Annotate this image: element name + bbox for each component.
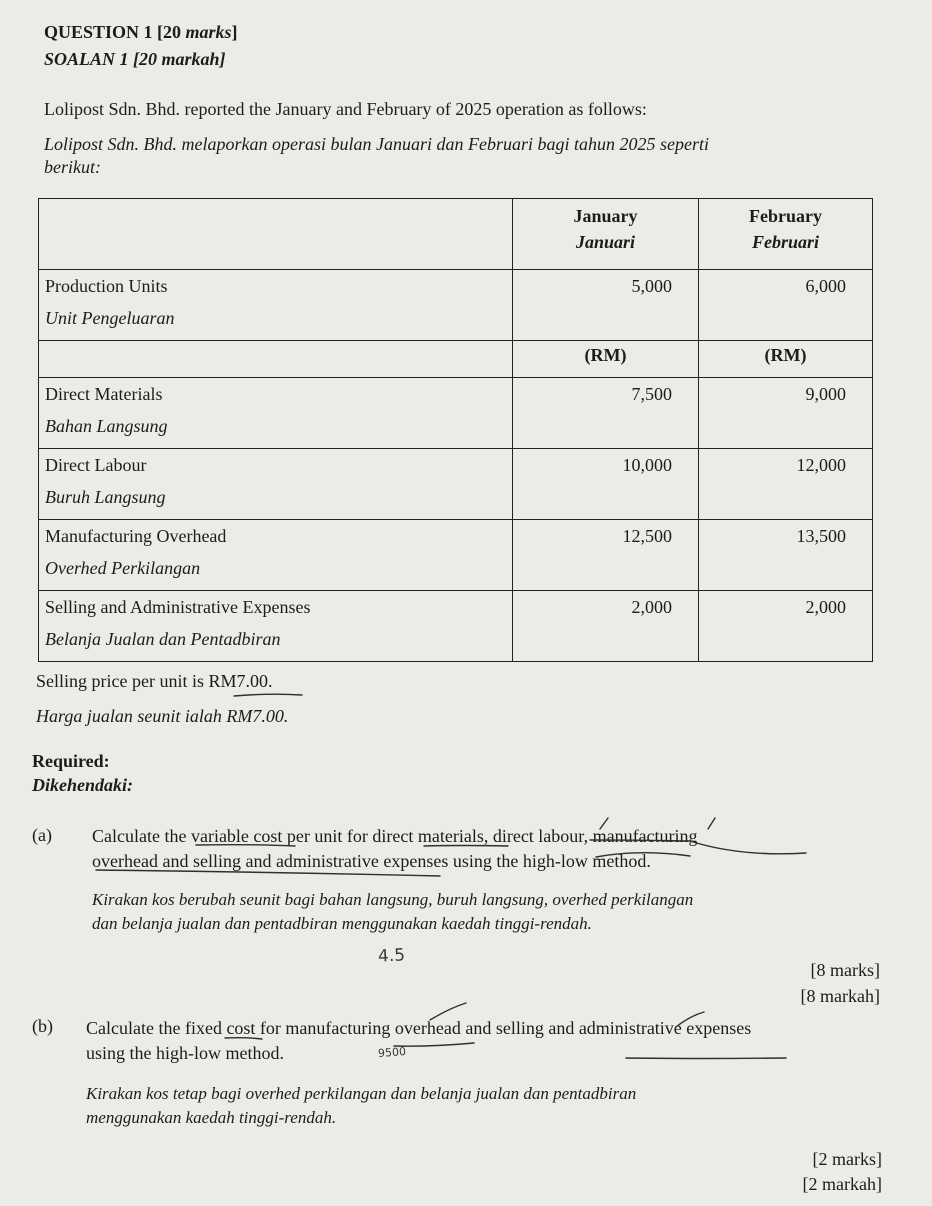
- part-b-label: (b): [32, 1016, 53, 1036]
- selling-price-text: Selling price per unit is RM7.00.: [36, 671, 273, 691]
- underline-variable-cost: [196, 845, 295, 846]
- handwritten-note-b: 9500: [377, 1045, 407, 1060]
- column-february: February Februari: [699, 199, 873, 270]
- cell-february: 6,000: [699, 270, 873, 341]
- underline-price: [234, 694, 302, 696]
- part-b-question-2: using the high-low method.: [86, 1043, 284, 1063]
- underline-admin-expenses: [626, 1058, 786, 1059]
- tick-mark-3: [430, 1003, 466, 1020]
- cell-february: 2,000: [699, 591, 873, 662]
- row-label: Selling and Administrative Expenses: [45, 597, 311, 617]
- row-label-malay: Buruh Langsung: [45, 487, 166, 507]
- required-heading: Required:: [32, 751, 110, 771]
- part-a-question-2: overhead and selling and administrative expenses using the high-low method.: [92, 851, 651, 871]
- intro-text: Lolipost Sdn. Bhd. reported the January and February of 2025 operation as follows:: [44, 99, 647, 119]
- selling-price-text-malay: Harga jualan seunit ialah RM7.00.: [36, 706, 289, 726]
- underline-direct-materials: [424, 846, 508, 847]
- part-a-question-malay-1: Kirakan kos berubah seunit bagi bahan langsung, buruh langsung, overhed perkilangan: [92, 890, 694, 909]
- part-b-question-malay-2: menggunakan kaedah tinggi-rendah.: [86, 1108, 337, 1127]
- part-a-marks: [8 marks]: [810, 960, 880, 980]
- row-label-malay: Belanja Jualan dan Pentadbiran: [45, 629, 281, 649]
- row-label: Direct Labour: [45, 455, 147, 475]
- cell-january: 7,500: [513, 378, 699, 449]
- tick-mark-4: [676, 1012, 704, 1027]
- cell-january: 2,000: [513, 591, 699, 662]
- row-label-malay: Overhed Perkilangan: [45, 558, 201, 578]
- underline-overhead: [96, 870, 440, 876]
- intro-text-malay-1: Lolipost Sdn. Bhd. melaporkan operasi bulan Januari dan Februari bagi tahun 2025 seperti: [44, 134, 709, 154]
- question-title-malay: SOALAN 1 [20 markah]: [44, 49, 226, 69]
- tick-mark-1: [600, 818, 608, 829]
- part-a-question-malay-2: dan belanja jualan dan pentadbiran menggunakan kaedah tinggi-rendah.: [92, 914, 592, 933]
- unit-label-february: (RM): [699, 341, 873, 378]
- handwritten-note-a: 4.5: [377, 945, 406, 967]
- cell-february: 12,000: [699, 449, 873, 520]
- part-a-question-1: Calculate the variable cost per unit for direct materials, direct labour, manufacturing: [92, 826, 698, 846]
- overline-high-low: [596, 853, 690, 857]
- cell-january: 12,500: [513, 520, 699, 591]
- row-label: Manufacturing Overhead: [45, 526, 227, 546]
- intro-text-malay-2: berikut:: [44, 157, 101, 177]
- cell-january: 10,000: [513, 449, 699, 520]
- underline-fixed-cost: [225, 1038, 262, 1039]
- required-heading-malay: Dikehendaki:: [32, 775, 133, 795]
- part-b-question-1: Calculate the fixed cost for manufacturing overhead and selling and administrative expenses: [86, 1018, 752, 1038]
- part-b-marks: [2 marks]: [812, 1149, 882, 1169]
- column-january: January Januari: [513, 199, 699, 270]
- tick-mark-2: [708, 818, 715, 829]
- part-a-marks-malay: [8 markah]: [800, 986, 880, 1006]
- cell-january: 5,000: [513, 270, 699, 341]
- part-b-marks-malay: [2 markah]: [802, 1174, 882, 1194]
- underline-labour-manufacturing: [590, 840, 806, 854]
- cell-february: 13,500: [699, 520, 873, 591]
- row-label: Production Units: [45, 276, 168, 296]
- part-b-question-malay-1: Kirakan kos tetap bagi overhed perkilangan dan belanja jualan dan pentadbiran: [86, 1084, 637, 1103]
- unit-label-january: (RM): [513, 341, 699, 378]
- row-label: Direct Materials: [45, 384, 163, 404]
- row-label-malay: Unit Pengeluaran: [45, 308, 175, 328]
- row-label-malay: Bahan Langsung: [45, 416, 168, 436]
- question-title: QUESTION 1 [20 marks]: [44, 22, 238, 42]
- part-a-label: (a): [32, 825, 52, 845]
- cell-february: 9,000: [699, 378, 873, 449]
- underline-overhead-b: [394, 1043, 474, 1046]
